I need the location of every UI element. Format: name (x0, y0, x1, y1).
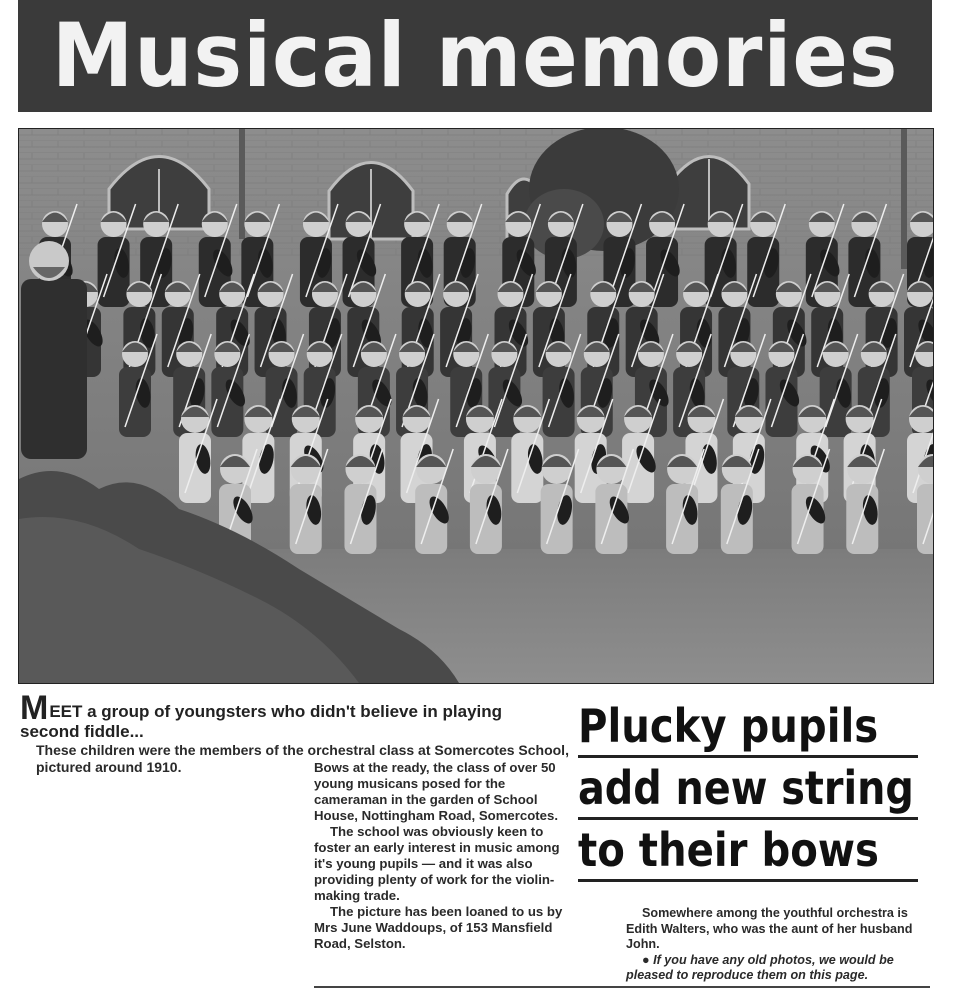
article-body (314, 760, 576, 952)
bullet-icon: ● (642, 952, 650, 967)
headline-line-1: Plucky pupils (578, 699, 879, 753)
photo-appeal (626, 953, 926, 984)
intro-lead-text: EET a group of youngsters who didn't believe in playing second fiddle... (20, 702, 503, 741)
body-paragraph-1: Bows at the ready, the class of over 50 young musicans posed for the cameraman in the garden of School House, Nottingham Road, Somercotes. (314, 760, 559, 823)
headline-rule (578, 879, 918, 882)
headline-line-2: add new string (578, 761, 914, 815)
sidebar-paragraph: Somewhere among the youthful orchestra is Edith Walters, who was the aunt of her husband John. (626, 906, 913, 951)
body-paragraph-3: The picture has been loaned to us by Mrs June Waddoups, of 153 Mansfield Road, Selston. (314, 904, 563, 951)
article-headline (578, 696, 924, 882)
headline-line-3: to their bows (578, 823, 879, 877)
drop-cap: M (20, 689, 49, 727)
article-photo (18, 128, 934, 684)
intro-lead (20, 689, 560, 742)
sidebar-text (626, 906, 926, 984)
intro-subtitle: These children were the members of the orchestral class at Somercotes School, pictured around 1910. (36, 742, 569, 775)
headline-banner (18, 0, 932, 112)
photo-appeal-text: If you have any old photos, we would be pleased to reproduce them on this page. (626, 952, 894, 982)
child-figure (917, 484, 933, 554)
bottom-rule (314, 986, 930, 988)
photo-illustration (19, 129, 933, 683)
banner-title: Musical memories (51, 4, 899, 107)
body-paragraph-2: The school was obviously keen to foster an early interest in music among it's young pupils — and it was also providing plenty of work for the violin-making trade. (314, 824, 560, 903)
